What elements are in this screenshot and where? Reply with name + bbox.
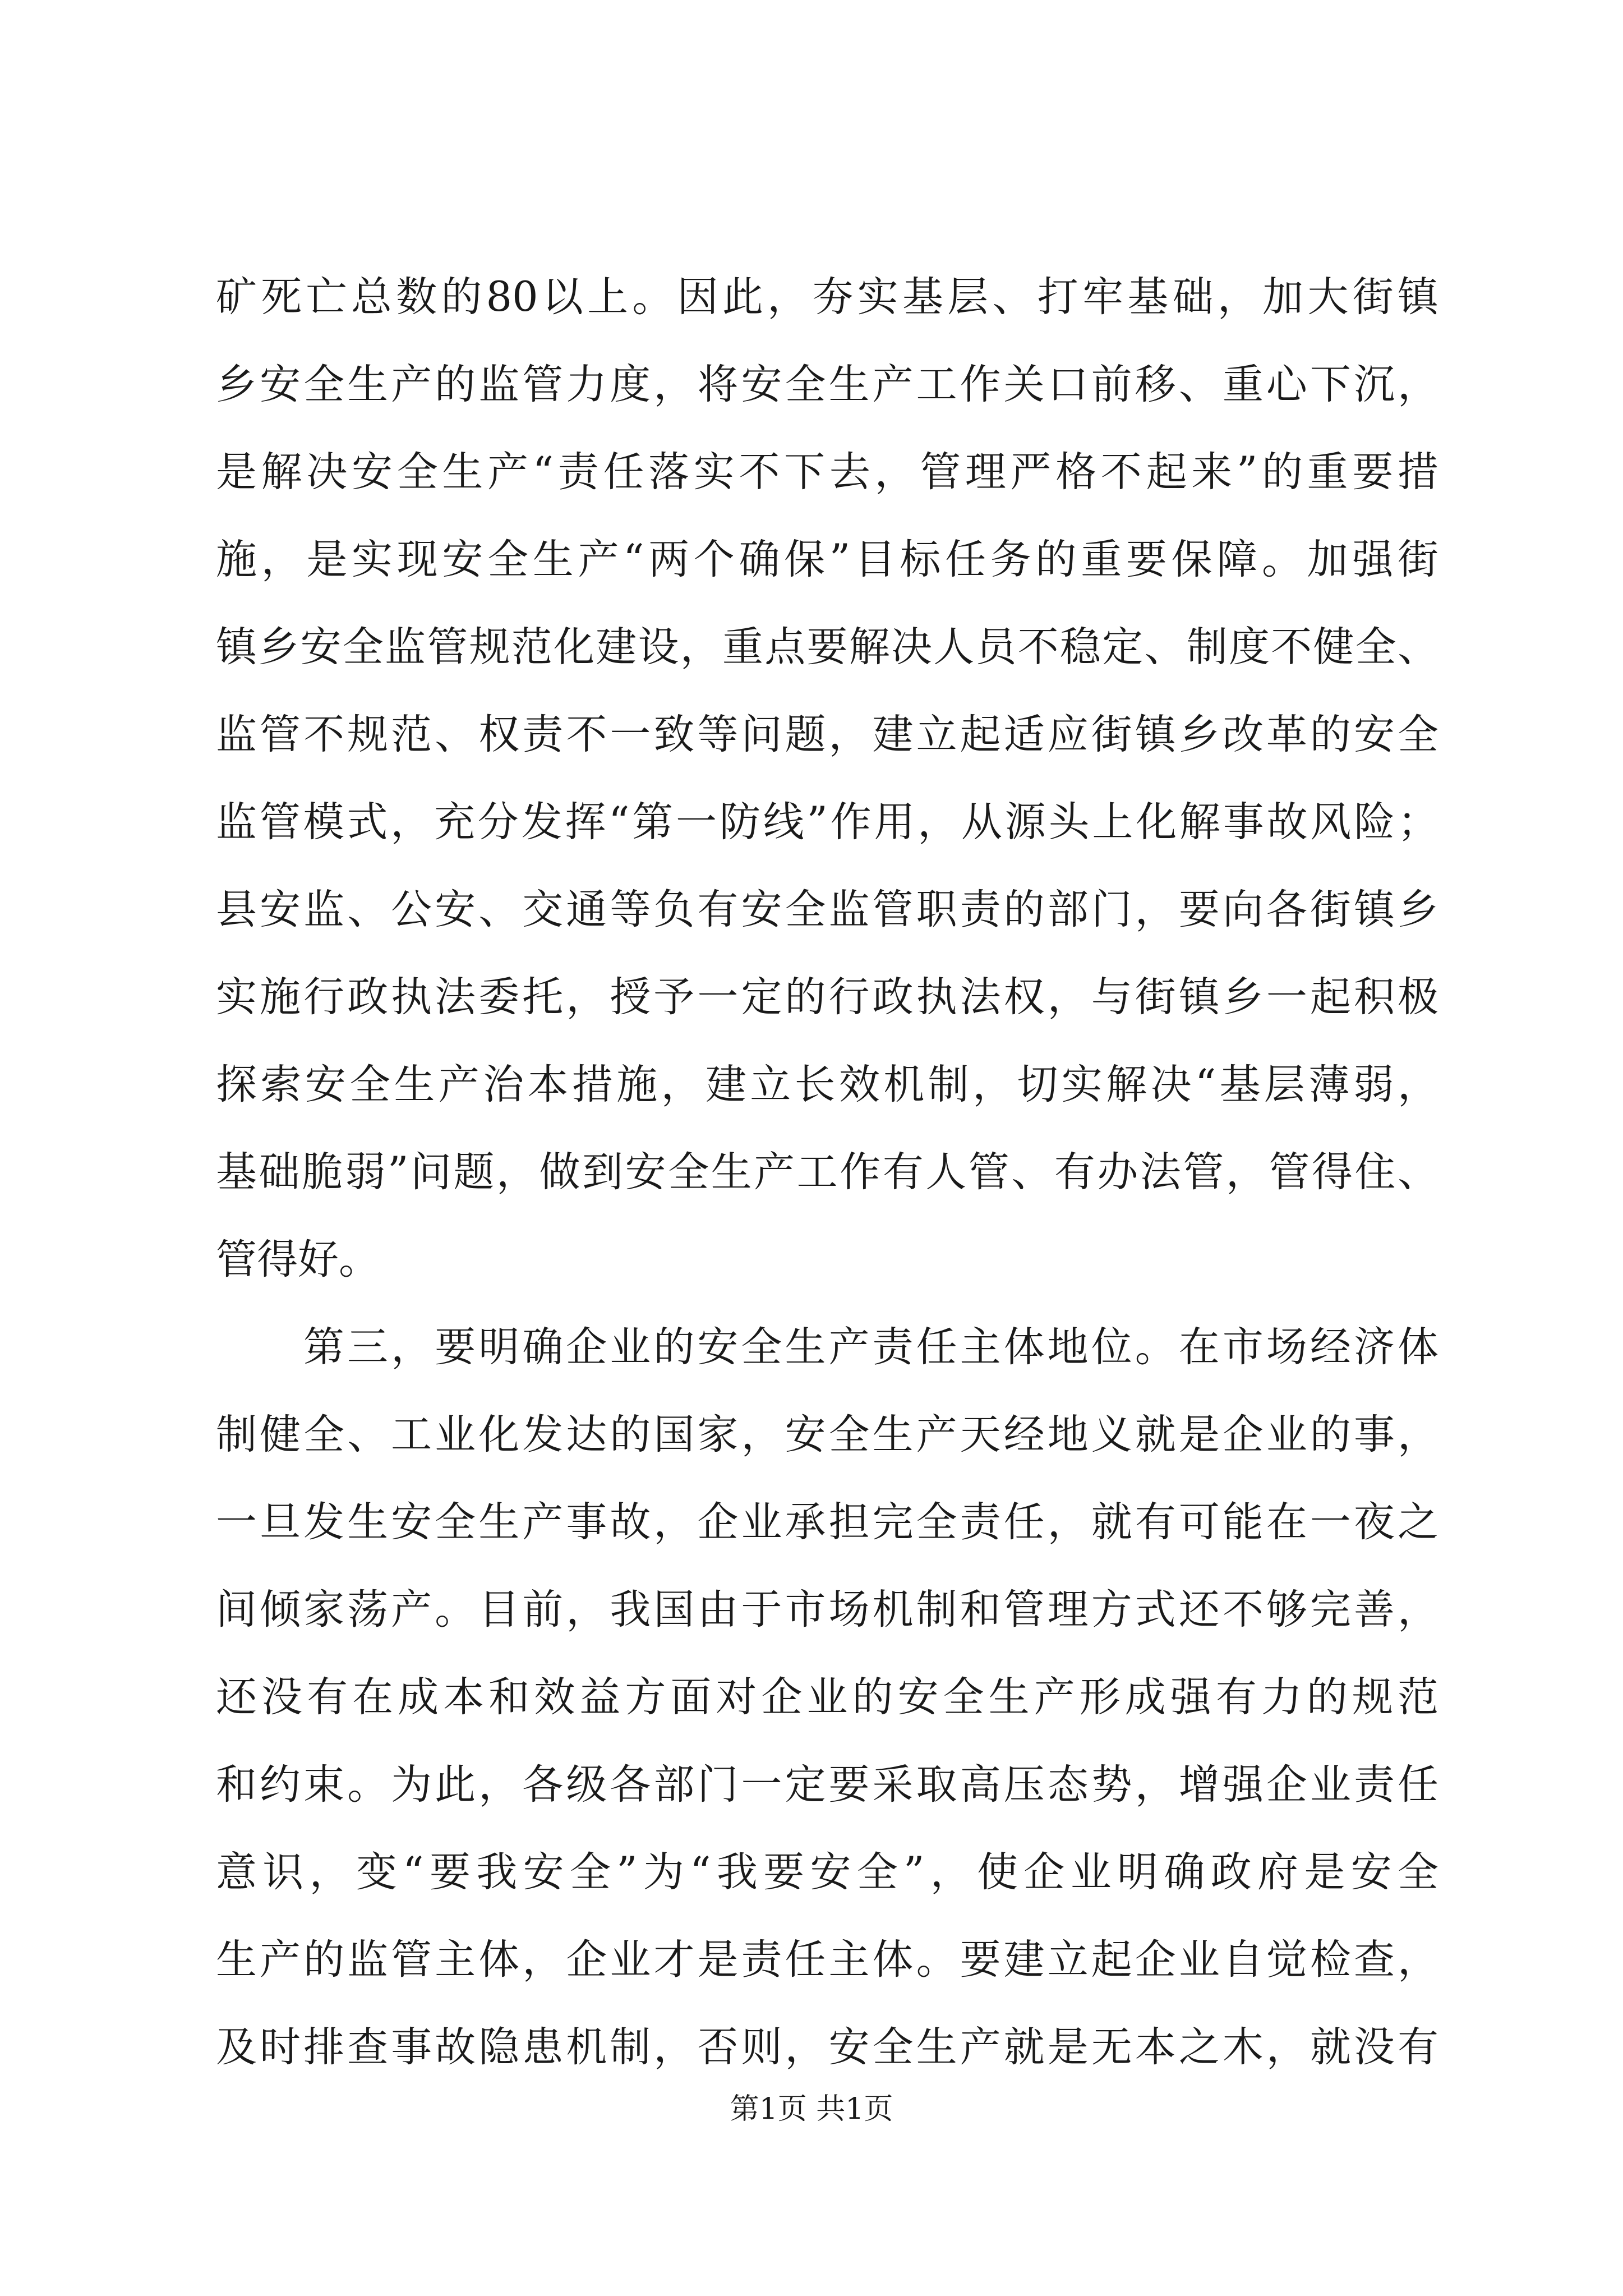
text-line: 间倾家荡产。目前，我国由于市场机制和管理方式还不够完善， [216, 1586, 1438, 1634]
text-line: 实施行政执法委托，授予一定的行政执法权，与街镇乡一起积极 [216, 973, 1438, 1021]
text-line: 意识，变“要我安全”为“我要安全”，使企业明确政府是安全 [216, 1848, 1438, 1896]
text-line: 和约束。为此，各级各部门一定要采取高压态势，增强企业责任 [216, 1761, 1438, 1809]
text-line: 镇乡安全监管规范化建设，重点要解决人员不稳定、制度不健全、 [216, 623, 1438, 671]
paragraph-1 [216, 254, 1438, 1304]
page-footer: 第1页 共1页 [730, 2092, 893, 2126]
text-line: 是解决安全生产“责任落实不下去，管理严格不起来”的重要措 [216, 448, 1438, 496]
text-line-last: 管得好。 [216, 1236, 380, 1283]
text-line: 还没有在成本和效益方面对企业的安全生产形成强有力的规范 [216, 1673, 1438, 1721]
text-line: 县安监、公安、交通等负有安全监管职责的部门，要向各街镇乡 [216, 886, 1438, 933]
text-line: 基础脆弱”问题，做到安全生产工作有人管、有办法管，管得住、 [216, 1148, 1438, 1196]
text-line: 及时排查事故隐患机制，否则，安全生产就是无本之木，就没有 [216, 2023, 1438, 2071]
text-line-first: 第三，要明确企业的安全生产责任主体地位。在市场经济体 [303, 1323, 1438, 1371]
document-body [216, 254, 1438, 2091]
text-line: 乡安全生产的监管力度，将安全生产工作关口前移、重心下沉， [216, 361, 1438, 408]
text-line: 制健全、工业化发达的国家，安全生产天经地义就是企业的事， [216, 1411, 1438, 1458]
text-line: 监管不规范、权责不一致等问题，建立起适应街镇乡改革的安全 [216, 711, 1438, 758]
text-line: 一旦发生安全生产事故，企业承担完全责任，就有可能在一夜之 [216, 1498, 1438, 1546]
text-line: 监管模式，充分发挥“第一防线”作用，从源头上化解事故风险； [216, 798, 1438, 846]
text-line: 生产的监管主体，企业才是责任主体。要建立起企业自觉检查， [216, 1936, 1438, 1984]
text-line: 施，是实现安全生产“两个确保”目标任务的重要保障。加强街 [216, 536, 1438, 583]
text-line: 探索安全生产治本措施，建立长效机制，切实解决“基层薄弱， [216, 1061, 1438, 1108]
text-line: 矿死亡总数的80以上。因此，夯实基层、打牢基础，加大街镇 [216, 273, 1438, 321]
paragraph-2 [216, 1304, 1438, 2091]
